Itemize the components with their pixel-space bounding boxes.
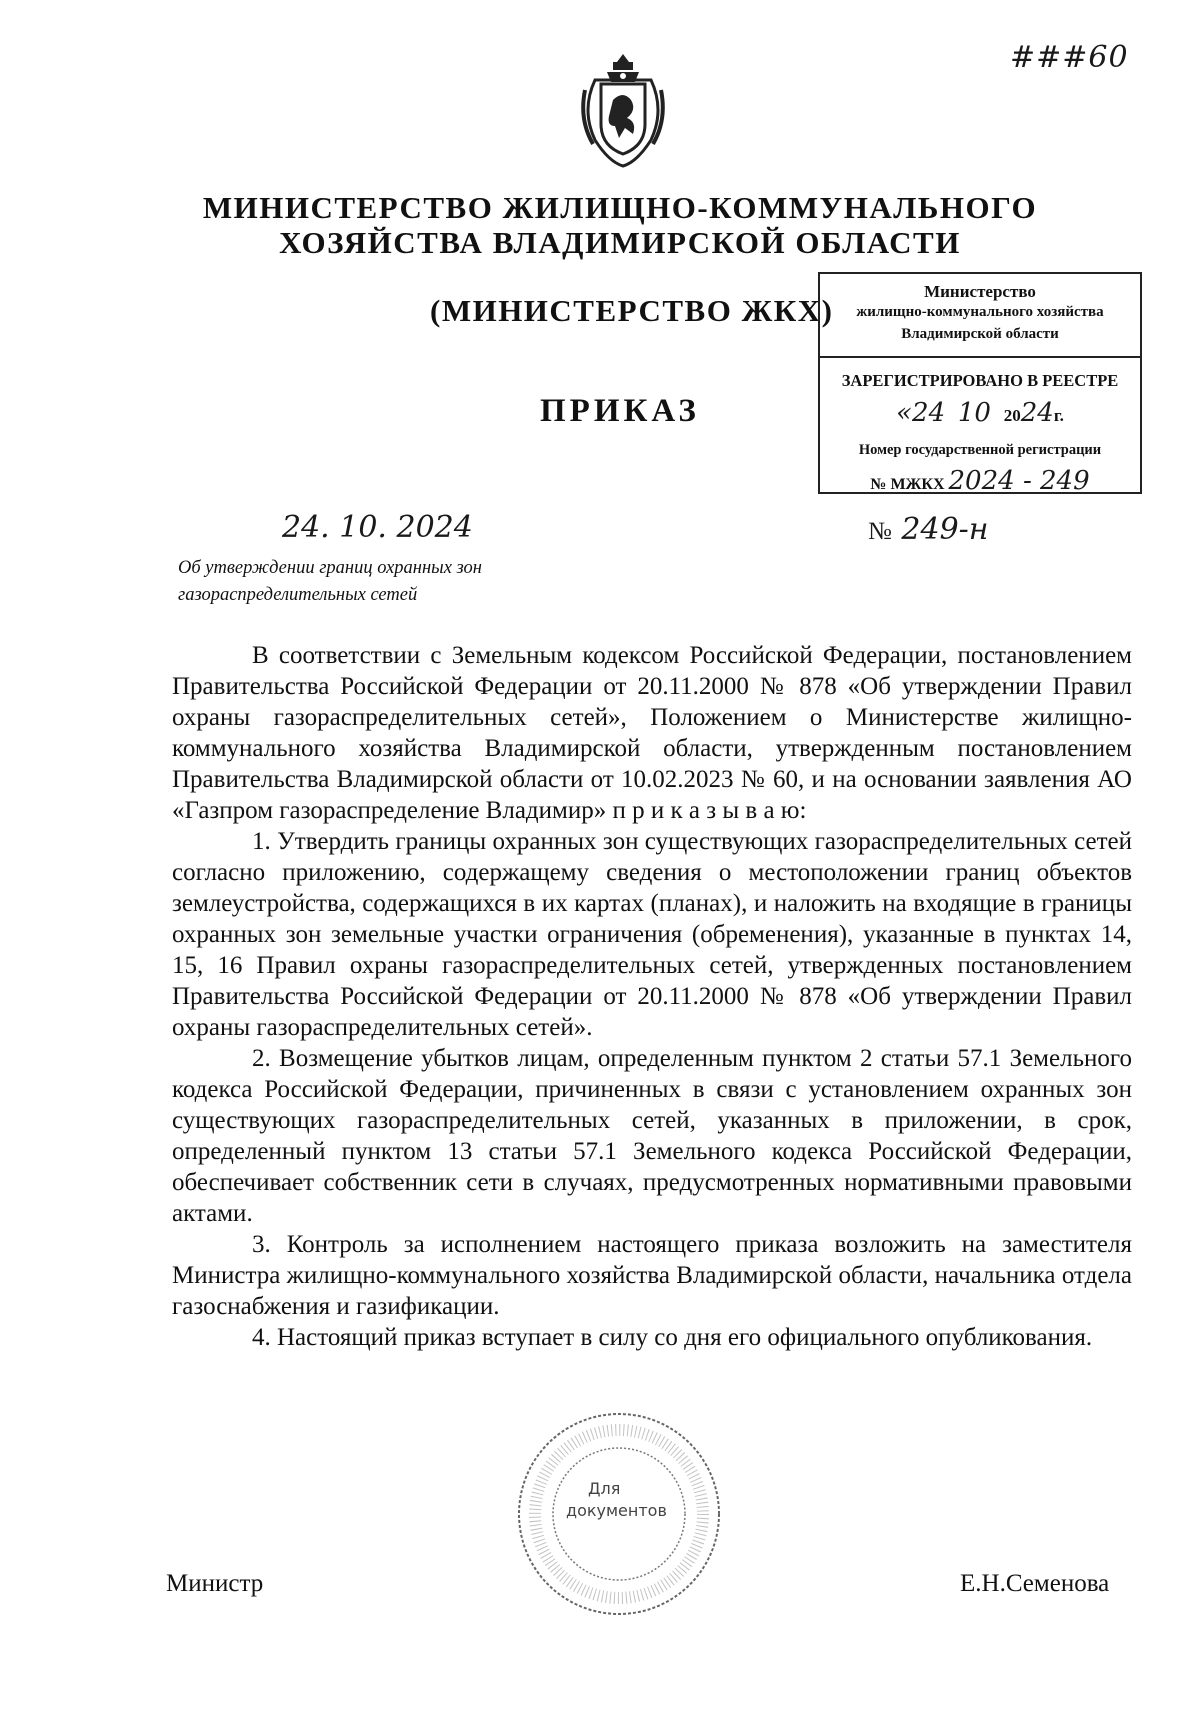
coat-of-arms-icon: [573, 50, 673, 170]
stamp-number-prefix: № МЖКХ: [870, 476, 945, 493]
stamp-number-value: 2024 - 249: [948, 466, 1090, 496]
order-subject: [178, 555, 618, 609]
seal-text-line1: Для: [588, 1479, 621, 1498]
stamp-org-line1: Министерство: [924, 282, 1036, 301]
stamp-registered-label: ЗАРЕГИСТРИРОВАНО В РЕЕСТРЕ: [841, 371, 1119, 390]
order-subject-line1: Об утверждении границ охранных зон: [178, 558, 482, 578]
order-body: [172, 640, 1132, 1353]
handwritten-annotation: ###60: [1010, 40, 1129, 75]
registration-stamp: [818, 272, 1142, 494]
document-type-title: ПРИКАЗ: [540, 393, 700, 429]
stamp-registration-number: [820, 466, 1140, 496]
stamp-divider: [820, 356, 1140, 358]
order-item-4: 4. Настоящий приказ вступает в силу со дня его официального опубликования.: [252, 1324, 1093, 1351]
stamp-org-line3: Владимирской области: [901, 326, 1059, 342]
order-preamble: В соответствии с Земельным кодексом Российской Федерации, постановлением Правительства Российской Федерации от 20.11.2000 № 878 «Об утверждении Правил охраны газораспределительных сетей», Положением о Министерстве жилищно-коммунального хозяйства Владимирской области, утвержденным постановлением Правительства Владимирской области от 10.02.2023 № 60, и на основании заявления АО «Газпром газораспределение Владимир» п р и к а з ы в а ю:: [172, 642, 1132, 824]
order-date: 24. 10. 2024: [282, 510, 473, 545]
order-item-1: 1. Утвердить границы охранных зон существующих газораспределительных сетей согласно приложению, содержащему сведения о местоположении границ объектов землеустройства, содержащихся в их картах (планах), и наложить на входящие в границы охранных зон земельные участки ограничения (обременения), указанные в пунктах 14, 15, 16 Правил охраны газораспределительных сетей, утвержденных постановлением Правительства Российской Федерации от 20.11.2000 № 878 «Об утверждении Правил охраны газораспределительных сетей».: [172, 828, 1132, 1041]
stamp-date-year-prefix: 20: [1003, 406, 1021, 425]
stamp-date-suffix: г.: [1053, 406, 1064, 425]
order-item-3: 3. Контроль за исполнением настоящего приказа возложить на заместителя Министра жилищно-коммунального хозяйства Владимирской области, начальника отдела газоснабжения и газификации.: [172, 1231, 1132, 1320]
ministry-name-line2: ХОЗЯЙСТВА ВЛАДИМИРСКОЙ ОБЛАСТИ: [279, 225, 961, 260]
order-number: [868, 512, 989, 547]
signatory-title: Министр: [166, 1570, 264, 1597]
stamp-date-year: 24: [1020, 398, 1054, 428]
ministry-name-line1: МИНИСТЕРСТВО ЖИЛИЩНО-КОММУНАЛЬНОГО: [202, 190, 1038, 225]
seal-text-line2: документов: [566, 1501, 667, 1520]
signatory-name: Е.Н.Семенова: [960, 1570, 1110, 1597]
order-number-value: 249-н: [901, 512, 989, 547]
order-item-2: 2. Возмещение убытков лицам, определенным пунктом 2 статьи 57.1 Земельного кодекса Российской Федерации, причиненных в связи с установлением охранных зон существующих газораспределительных сетей, указанных в приложении, в срок, определенный пунктом 13 статьи 57.1 Земельного кодекса Российской Федерации, обеспечивает собственник сети в случаях, предусмотренных нормативными правовыми актами.: [172, 1045, 1132, 1227]
stamp-date-open-quote: «: [896, 398, 913, 428]
order-number-label: №: [868, 518, 892, 545]
order-subject-line2: газораспределительных сетей: [178, 585, 418, 605]
ministry-short-name: (МИНИСТЕРСТВО ЖКХ): [430, 293, 834, 328]
stamp-date-month: 10: [957, 398, 991, 428]
stamp-registration-date: [820, 398, 1140, 428]
stamp-org-line2: жилищно-коммунального хозяйства: [856, 304, 1104, 320]
stamp-date-day: 24: [912, 398, 946, 428]
stamp-number-label: Номер государственной регистрации: [858, 442, 1102, 458]
